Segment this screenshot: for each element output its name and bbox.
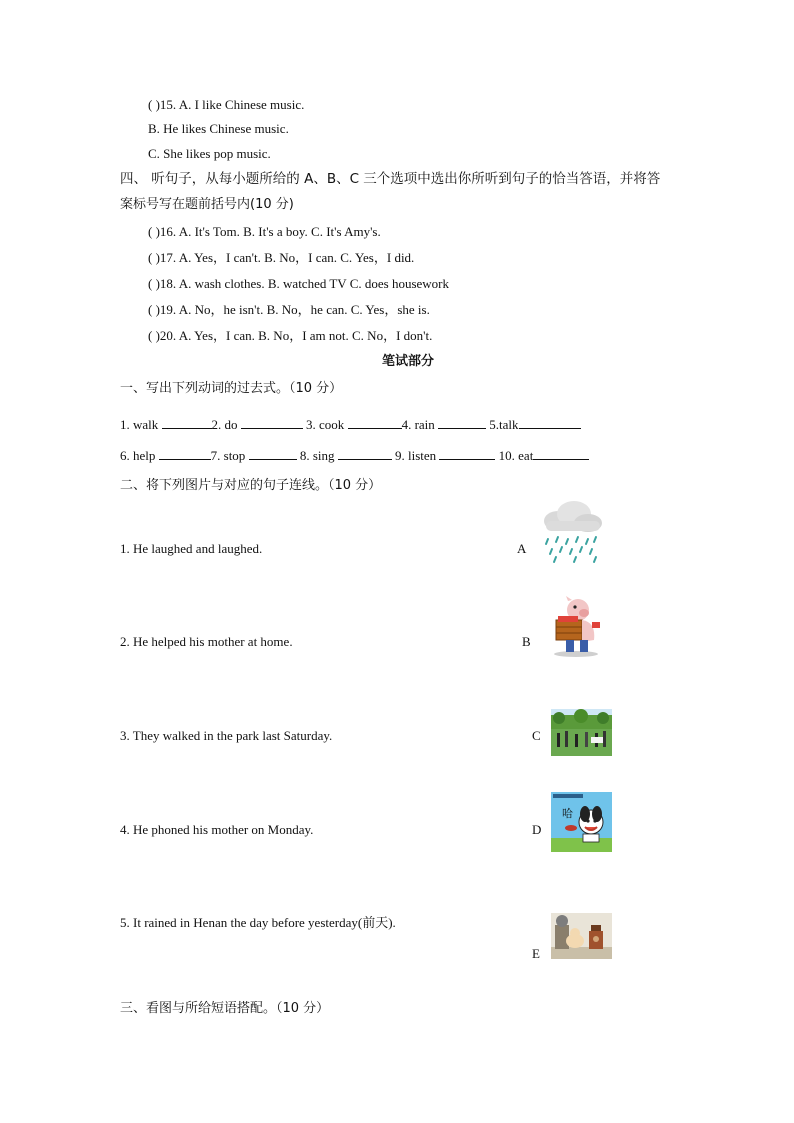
q18-line: ( )18. A. wash clothes. B. watched TV C. does housework bbox=[148, 276, 450, 291]
section4-heading-line2: 案标号写在题前括号内(10 分) bbox=[120, 197, 294, 212]
verb-item: 6. help bbox=[120, 448, 156, 463]
part2-heading: 二、将下列图片与对应的句子连线。（10 分） bbox=[120, 478, 382, 493]
q19-line: ( )19. A. No，he isn't. B. No，he can. C. Yes，she is. bbox=[148, 302, 430, 317]
q20-line: ( )20. A. Yes，I can. B. No，I am not. C. No，I don't. bbox=[148, 328, 433, 343]
phone-call-picture bbox=[551, 792, 612, 852]
pig-helping-picture bbox=[548, 596, 604, 658]
verb-item: 3. cook bbox=[306, 417, 345, 432]
letter-d: D bbox=[532, 822, 542, 837]
park-walking-picture bbox=[551, 709, 612, 756]
letter-c: C bbox=[532, 728, 541, 743]
answer-blank[interactable] bbox=[241, 416, 303, 429]
verb-item: 2. do bbox=[211, 417, 238, 432]
part1-row2 bbox=[120, 447, 589, 464]
q15-option-b: B. He likes Chinese music. bbox=[148, 121, 289, 136]
verb-item: 7. stop bbox=[210, 448, 246, 463]
answer-blank[interactable] bbox=[519, 416, 581, 429]
sentence-1: 1. He laughed and laughed. bbox=[120, 541, 263, 556]
answer-blank[interactable] bbox=[439, 447, 495, 460]
verb-item: 4. rain bbox=[401, 417, 435, 432]
q15-option-c: C. She likes pop music. bbox=[148, 146, 271, 161]
answer-blank[interactable] bbox=[348, 416, 402, 429]
part1-row1 bbox=[120, 416, 581, 433]
part3-heading: 三、看图与所给短语搭配。（10 分） bbox=[120, 1001, 330, 1016]
sentence-5: 5. It rained in Henan the day before yesterday(前天). bbox=[120, 915, 396, 930]
answer-blank[interactable] bbox=[533, 447, 589, 460]
section4-heading-line1: 四、 听句子，从每小题所给的 A、B、C 三个选项中选出你所听到句子的恰当答语，并将答 bbox=[120, 171, 661, 187]
verb-item: 8. sing bbox=[299, 448, 335, 463]
answer-blank[interactable] bbox=[338, 447, 392, 460]
sentence-3: 3. They walked in the park last Saturday. bbox=[120, 728, 333, 743]
verb-item: 1. walk bbox=[120, 417, 159, 432]
written-part-title: 笔试部分 bbox=[382, 354, 435, 369]
answer-blank[interactable] bbox=[159, 447, 211, 460]
q17-line: ( )17. A. Yes，I can't. B. No，I can. C. Yes，I did. bbox=[148, 250, 415, 265]
laugh-character: 哈 bbox=[562, 807, 573, 820]
verb-item: 10. eat bbox=[498, 448, 534, 463]
answer-blank[interactable] bbox=[162, 416, 212, 429]
verb-item: 9. listen bbox=[394, 448, 437, 463]
home-scene-picture bbox=[551, 913, 612, 959]
rain-cloud-picture bbox=[538, 499, 604, 565]
letter-a: A bbox=[517, 541, 527, 556]
answer-blank[interactable] bbox=[438, 416, 486, 429]
letter-e: E bbox=[532, 946, 540, 961]
part1-heading: 一、写出下列动词的过去式。（10 分） bbox=[120, 381, 343, 396]
letter-b: B bbox=[522, 634, 531, 649]
answer-blank[interactable] bbox=[249, 447, 297, 460]
q16-line: ( )16. A. It's Tom. B. It's a boy. C. It's Amy's. bbox=[148, 224, 381, 239]
verb-item: 5.talk bbox=[489, 417, 519, 432]
sentence-4: 4. He phoned his mother on Monday. bbox=[120, 822, 314, 837]
q15-line: ( )15. A. I like Chinese music. bbox=[148, 97, 305, 112]
sentence-2: 2. He helped his mother at home. bbox=[120, 634, 293, 649]
